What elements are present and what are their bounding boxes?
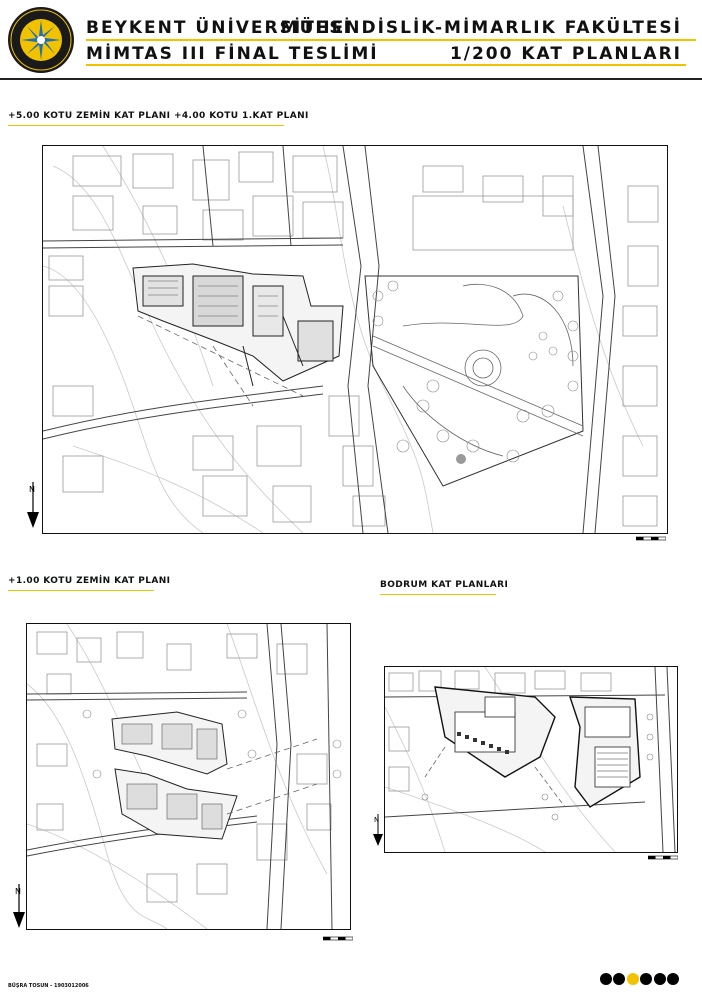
project-title: MİMTAS III FİNAL TESLİMİ	[86, 44, 379, 64]
page-dot	[667, 973, 679, 985]
page-dot	[600, 973, 612, 985]
plan2-north-label: N	[15, 887, 21, 896]
plan1-site-plan	[43, 146, 667, 533]
sheet-title: 1/200 KAT PLANLARI	[449, 44, 682, 64]
plan1-north-label: N	[29, 485, 35, 494]
header-accent-line-bottom	[86, 64, 686, 66]
plan2-title-underline	[8, 590, 154, 591]
plan3-north-label: N	[374, 816, 380, 824]
plan1-drawing	[42, 145, 668, 534]
plan3-site-plan	[385, 667, 677, 852]
plan2-title: +1.00 KOTU ZEMİN KAT PLANI	[8, 576, 171, 586]
page-dot	[654, 973, 666, 985]
plan2-drawing	[26, 623, 351, 930]
plan3-title: BODRUM KAT PLANLARI	[380, 580, 509, 590]
header-accent-line-top	[86, 39, 696, 41]
plan3-north-arrow-icon	[372, 814, 384, 848]
university-logo	[7, 6, 75, 74]
faculty-name: MÜHENDİSLİK-MİMARLIK FAKÜLTESİ	[280, 18, 682, 38]
plan3-title-underline	[380, 594, 496, 595]
plan1-title: +5.00 KOTU ZEMİN KAT PLANI +4.00 KOTU 1.KAT PLANI	[8, 111, 309, 121]
page-indicator	[600, 970, 680, 984]
plan3-scale-bar	[648, 855, 678, 860]
plan2-site-plan	[27, 624, 350, 929]
page-dot	[613, 973, 625, 985]
plan1-title-underline	[8, 125, 284, 126]
plan3-drawing	[384, 666, 678, 853]
plan2-north-arrow-icon	[12, 884, 26, 930]
header	[0, 0, 702, 80]
university-name: BEYKENT ÜNİVERSİTESİ	[86, 18, 352, 38]
header-rule	[0, 78, 702, 80]
plan1-north-arrow-icon	[26, 482, 40, 530]
page-dot-active	[627, 973, 639, 985]
plan2-scale-bar	[323, 936, 353, 941]
page-dot	[640, 973, 652, 985]
plan1-scale-bar	[636, 536, 666, 541]
author-credit: BÜŞRA TOSUN - 1903012006	[8, 983, 89, 989]
